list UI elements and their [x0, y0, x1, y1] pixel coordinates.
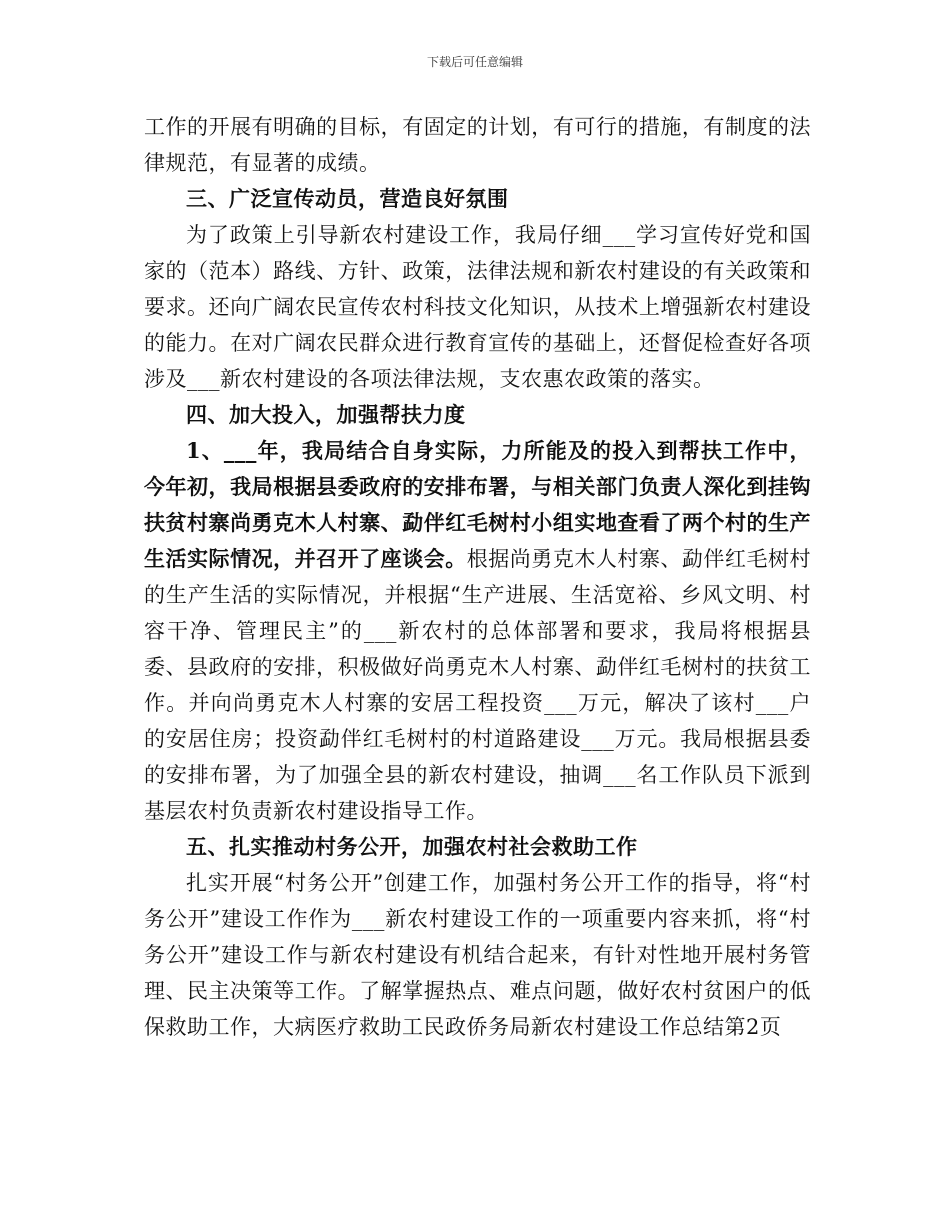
- paragraph-continuation: 工作的开展有明确的目标，有固定的计划，有可行的措施，有制度的法律规范，有显著的成绩。: [144, 115, 811, 175]
- paragraph-publicity: 为了政策上引导新农村建设工作，我局仔细___学习宣传好党和国家的（范本）路线、方针、政策，法律法规和新农村建设的有关政策和要求。还向广阔农民宣传农村科技文化知识，从技术上增强新农村建设的能力。在对广阔农民群众进行教育宣传的基础上，还督促检查好各项涉及___新农村建设的各项法律法规，支农惠农政策的落实。: [144, 223, 811, 391]
- paragraph-investment-bold: 1、___年，我局结合自身实际，力所能及的投入到帮扶工作中，今年初，我局根据县委政府的安排布署，与相关部门负责人深化到挂钩扶贫村寨尚勇克木人村寨、勐伴红毛树村小组实地查看了两个村的生产生活实际情况，并召开了座谈会。: [144, 438, 812, 571]
- section-heading-4: 四、加大投入，加强帮扶力度: [186, 402, 466, 427]
- paragraph-investment-rest: 根据尚勇克木人村寨、勐伴红毛树村的生产生活的实际情况，并根据“生产进展、生活宽裕、乡风文明、村容干净、管理民主”的___新农村的总体部署和要求，我局将根据县委、县政府的安排，积极做好尚勇克木人村寨、勐伴红毛树村的扶贫工作。并向尚勇克木人村寨的安居工程投资___万元，解决了该村___户的安居住房；投资勐伴红毛树村的村道路建设___万元。我局根据县委的安排布署，为了加强全县的新农村建设，抽调___名工作队员下派到基层农村负责新农村建设指导工作。: [144, 547, 811, 823]
- document-body: [144, 109, 811, 1045]
- paragraph-investment: [144, 433, 811, 829]
- section-heading-5: 五、扎实推动村务公开，加强农村社会救助工作: [186, 834, 638, 859]
- page-header: 下载后可任意编辑: [426, 55, 523, 69]
- paragraph-village-affairs: 扎实开展“村务公开”创建工作，加强村务公开工作的指导，将“村务公开”建设工作作为___新农村建设工作的一项重要内容来抓，将“村务公开”建设工作与新农村建设有机结合起来，有针对性地开展村务管理、民主决策等工作。了解掌握热点、难点问题，做好农村贫困户的低保救助工作，大病医疗救助工民政侨务局新农村建设工作总结第2页: [144, 871, 811, 1039]
- section-heading-3: 三、广泛宣传动员，营造良好氛围: [186, 186, 509, 211]
